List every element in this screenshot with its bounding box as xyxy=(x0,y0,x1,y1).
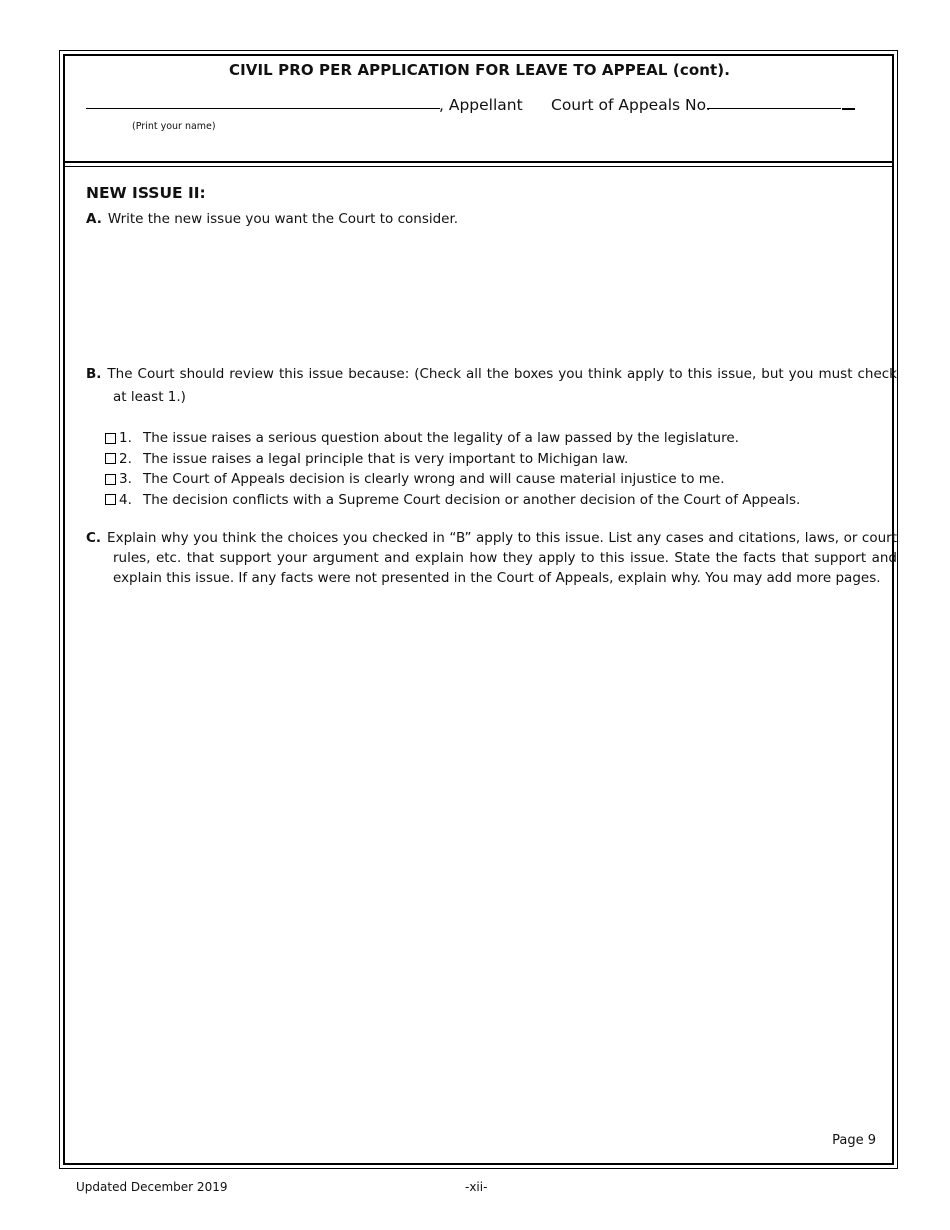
reason-text: The issue raises a legal principle that is very important to Michigan law. xyxy=(143,450,629,467)
reason-checklist xyxy=(105,428,800,510)
part-a-text: Write the new issue you want the Court to consider. xyxy=(107,211,459,227)
reason-checkbox-1[interactable] xyxy=(105,433,116,444)
reason-number: 1. xyxy=(119,430,132,446)
reason-text: The issue raises a serious question about the legality of a law passed by the legislature. xyxy=(143,430,739,446)
footer-roman-page: -xii- xyxy=(465,1180,488,1194)
part-c xyxy=(86,528,897,588)
coa-number-label: Court of Appeals No. xyxy=(551,96,711,114)
reason-number: 4. xyxy=(119,491,132,508)
reason-number: 2. xyxy=(119,450,132,467)
footer-updated: Updated December 2019 xyxy=(76,1180,228,1194)
part-c-text: Explain why you think the choices you checked in “B” apply to this issue. List any cases and citations, laws, or court rules, etc. that support your argument and explain how they apply to this issue. State the facts that support and explain this issue. If any facts were not presented in the Court of Appeals, explain why. You may add more pages. xyxy=(107,530,897,586)
coa-number-field[interactable] xyxy=(707,108,841,109)
reason-option-3 xyxy=(105,469,800,490)
appellant-label: , Appellant xyxy=(439,96,523,114)
part-c-letter: C. xyxy=(86,530,102,546)
form-frame xyxy=(59,50,898,1169)
part-b-letter: B. xyxy=(86,366,102,382)
appellant-name-field[interactable] xyxy=(86,108,440,109)
issue-heading: NEW ISSUE II: xyxy=(86,184,206,202)
part-b-text: The Court should review this issue because: (Check all the boxes you think apply to this issue, but you must check at least 1.) xyxy=(107,366,897,405)
reason-checkbox-2[interactable] xyxy=(105,453,116,464)
reason-number: 3. xyxy=(119,471,132,487)
reason-option-4 xyxy=(105,490,800,511)
reason-checkbox-4[interactable] xyxy=(105,494,116,505)
reason-text: The Court of Appeals decision is clearly wrong and will cause material injustice to me. xyxy=(143,471,725,487)
print-name-caption: (Print your name) xyxy=(132,121,216,132)
reason-option-2 xyxy=(105,449,800,470)
header-divider xyxy=(63,161,894,167)
reason-text: The decision conflicts with a Supreme Court decision or another decision of the Court of Appeals. xyxy=(143,491,801,508)
part-a xyxy=(86,209,870,229)
form-title: CIVIL PRO PER APPLICATION FOR LEAVE TO APPEAL (cont). xyxy=(228,61,731,79)
part-a-letter: A. xyxy=(86,211,102,227)
part-b xyxy=(86,363,897,409)
reason-checkbox-3[interactable] xyxy=(105,474,116,485)
reason-option-1 xyxy=(105,428,800,449)
coa-number-field-tail xyxy=(842,108,855,110)
page-number: Page 9 xyxy=(832,1133,876,1148)
